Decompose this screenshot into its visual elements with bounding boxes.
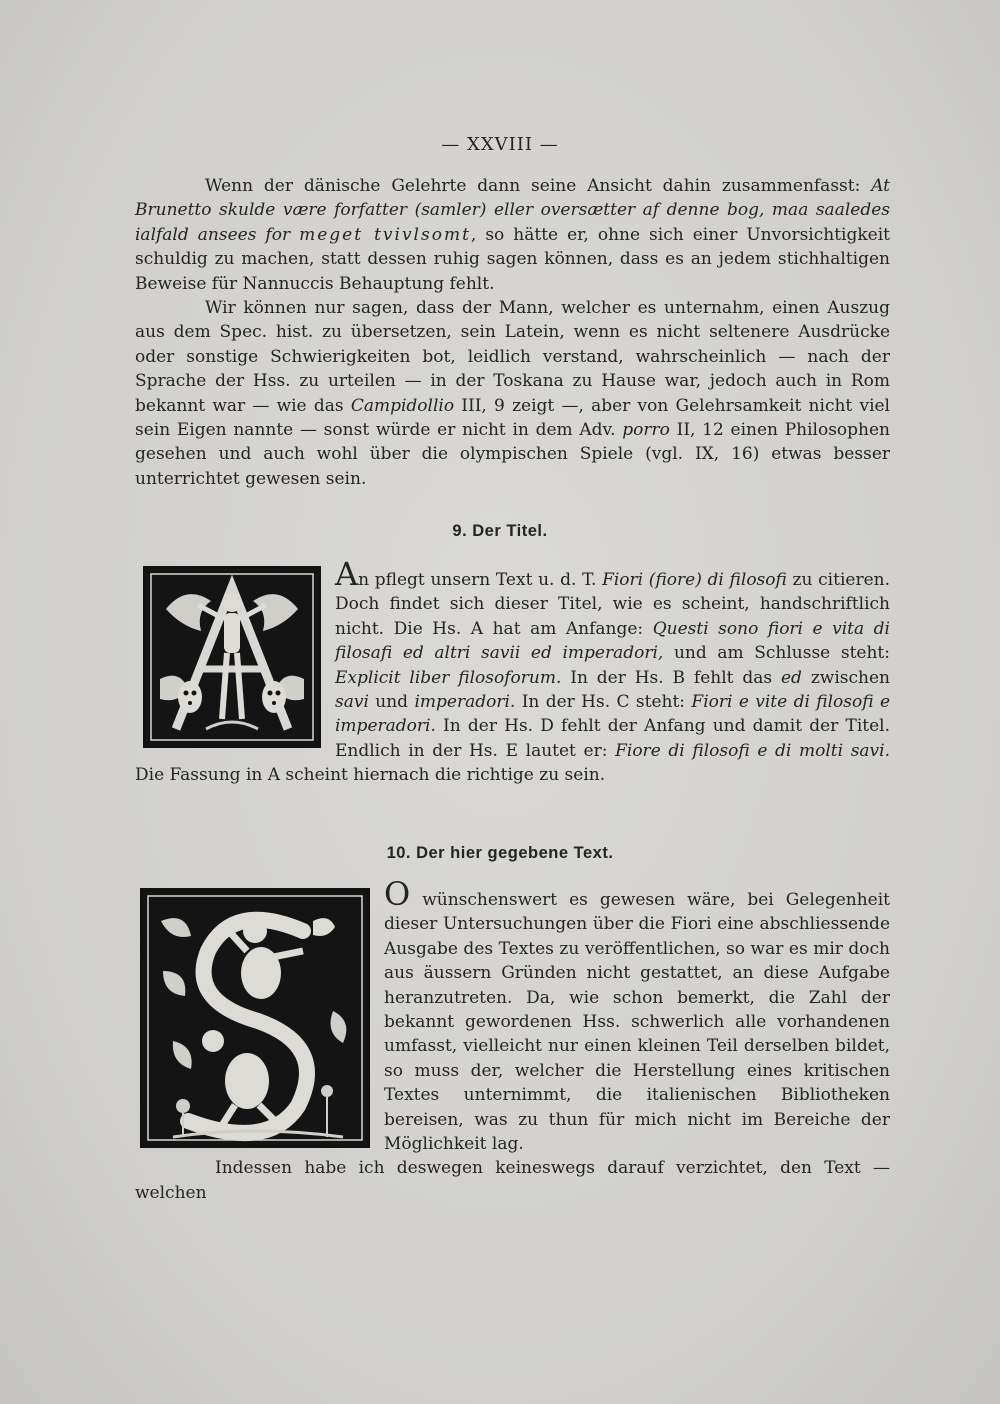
page-number: — XXVIII — [441,134,559,155]
text-run: Wenn der dänische Gelehrte dann seine Ansicht dahin zusammenfasst: [205,176,872,196]
quote-danish: At Brunetto skulde være forfatter (samler) eller oversætter af denne bog, maa saaledes ialfald ansees for [135,176,890,245]
section-10-continuation: Indessen habe ich deswegen keineswegs darauf verzichtet, den Text — welchen [135,1158,890,1203]
section-heading-10: 10. Der hier gegebene Text. [386,844,614,862]
text-run: III, 9 zeigt —, aber von Gelehrsamkeit nicht viel sein Eigen nannte — sonst würde er nicht in dem Adv. [135,395,890,441]
section-heading-9: 9. Der Titel. [452,522,548,540]
italic-term: imperadori. [414,692,516,713]
section-10-block [135,875,890,1205]
quote-danish-spaced: meget tvivlsomt [299,224,471,245]
section-9-block [135,555,891,788]
text-run: zwischen [801,667,890,688]
ornament-a-icon [146,569,318,745]
text-run: und [368,692,415,713]
italic-term: ed [781,667,802,688]
text-run: In der Hs. C steht: [515,692,692,713]
ornament-s-icon [143,891,367,1145]
italic-term: Fiori e vite di filosofi e imperadori. [335,692,891,737]
decorated-initial-o-image [140,888,370,1148]
italic-term: Fiori (fiore) di filosofi [602,570,787,590]
italic-term: porro [622,420,670,441]
text-run: und am Schlusse steht: [663,643,890,664]
text-run: Die Fassung in A scheint hiernach die richtige zu sein. [135,765,606,786]
italic-term: Questi sono fiori e vita di filosafi ed altri savii ed imperadori, [335,618,890,664]
text-run: In der Hs. B fehlt das [561,667,781,688]
paragraph-2 [135,296,890,491]
italic-term: Explicit liber filosoforum. [335,667,562,688]
text-run: Wir können nur sagen, dass der Mann, welcher es unternahm, einen Auszug aus dem Spec. hist. zu übersetzen, sein Latein, wenn es nicht seltenere Ausdrücke oder sonstige Schwierigkeiten bot, leidlich verstand, wahrscheinlich — nach der Sprache der Hss. zu urteilen — in der Toskana zu Hause war, jedoch auch in Rom bekannt war — wie das [135,298,890,416]
text-run: wünschenswert es gewesen wäre, bei Gelegenheit dieser Untersuchungen über die Fiori eine abschliessende Ausgabe des Textes zu veröffentlichen, so war es mir doch aus äussern Gründen nicht gestattet, an diese Aufgabe heranzutreten. Da, wie schon bemerkt, die Zahl der bekannt gewordenen Hss. schwerlich alle vorhandenen umfasst, vielleicht nur einen kleinen Teil derselben bildet, so muss der, welcher die Herstellung eines kritischen Textes unternimmt, die italienischen Bibliotheken bereisen, was zu thun für mich nicht im Bereiche der Möglichkeit lag. [384,890,890,1155]
italic-term: Fiore di filosofi e di molti savi. [615,740,891,761]
italic-term: Campidollio [350,395,455,416]
text-run: In der Hs. D fehlt der Anfang und damit der Titel. Endlich in der Hs. E lautet er: [335,716,890,761]
text-run: II, 12 einen Philosophen gesehen und auch wohl über die olympischen Spiele (vgl. IX, 16) etwas besser unterrichtet gewesen sein. [135,420,890,489]
text-run: zu citieren. Doch findet sich dieser Titel, wie es scheint, handschriftlich nicht. Die Hs. A hat am Anfange: [335,570,890,639]
paragraph-1 [135,174,890,296]
intro-block [135,174,890,491]
text-run: n pflegt unsern Text u. d. T. [358,570,603,590]
decorated-initial-a-image [143,566,321,748]
initial-letter-a: A [335,555,359,593]
initial-letter-o: O [384,875,411,913]
italic-term: savi [335,692,369,713]
text-run: , so hätte er, ohne sich einer Unvorsichtigkeit schuldig zu machen, statt dessen ruhig sagen können, dass es an jedem stichhaltigen Beweise für Nannuccis Behauptung fehlt. [135,224,890,294]
